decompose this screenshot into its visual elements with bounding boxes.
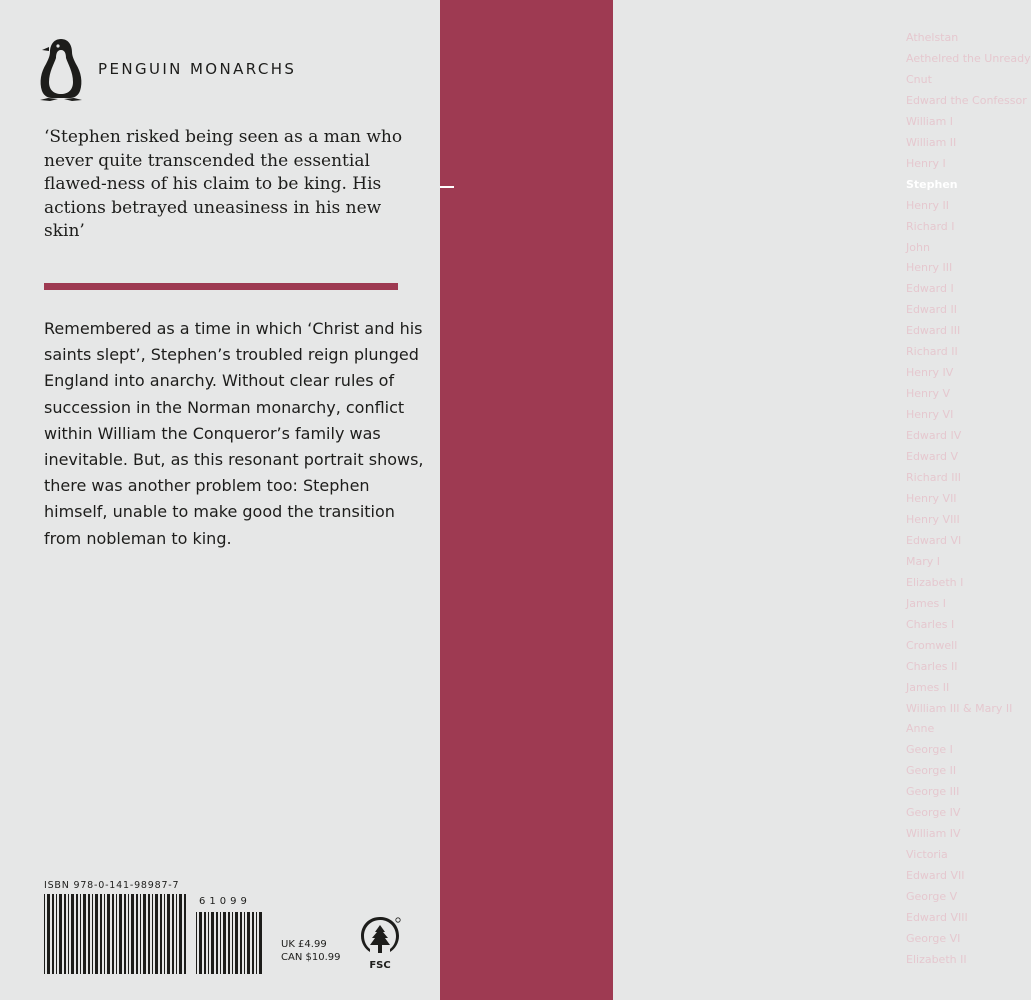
barcode-bar	[208, 912, 209, 974]
monarch-item: George II	[906, 764, 957, 778]
barcode-bar	[44, 894, 45, 974]
barcode-bar	[184, 894, 186, 974]
monarch-item: Henry VIII	[906, 512, 960, 526]
monarch-item: Mary I	[906, 554, 941, 568]
barcode-bar	[119, 894, 122, 974]
monarch-item: Charles II	[906, 659, 958, 673]
barcode-bar	[112, 894, 114, 974]
barcode-bar	[80, 894, 81, 974]
monarch-item: Elizabeth I	[906, 575, 964, 589]
barcode-bar	[196, 912, 197, 974]
monarch-item: Henry I	[906, 156, 946, 170]
barcode-bar	[136, 894, 138, 974]
monarch-item: Henry II	[906, 198, 950, 212]
monarch-item: Edward II	[906, 303, 957, 317]
monarch-item: John	[906, 240, 930, 254]
addon-barcode	[196, 912, 266, 974]
barcode-bar	[47, 894, 50, 974]
barcode-bar	[164, 894, 165, 974]
monarch-item: Cromwell	[906, 638, 958, 652]
barcode-bar	[244, 912, 245, 974]
fsc-label: FSC	[369, 960, 391, 971]
barcode-bar	[204, 912, 206, 974]
monarch-item: Charles I	[906, 617, 955, 631]
barcode-bar	[95, 894, 98, 974]
barcode-bar	[240, 912, 242, 974]
barcode-bar	[88, 894, 90, 974]
barcode-bar	[228, 912, 230, 974]
monarch-item: William III & Mary II	[906, 701, 1013, 715]
barcode-bar	[252, 912, 254, 974]
monarch-item: Richard II	[906, 345, 958, 359]
barcode-bar	[131, 894, 134, 974]
monarch-item: George IV	[906, 806, 961, 820]
monarch-item: Edward VII	[906, 869, 965, 883]
barcode-bar	[152, 894, 153, 974]
monarch-item: Elizabeth II	[906, 952, 967, 966]
barcode-bar	[172, 894, 174, 974]
monarch-item: Anne	[906, 722, 935, 736]
barcode-bar	[52, 894, 54, 974]
barcode-bar	[107, 894, 110, 974]
monarch-item: Athelstan	[906, 31, 959, 44]
monarch-item: George VI	[906, 931, 961, 945]
barcode-bar	[71, 894, 74, 974]
monarch-item: Edward IV	[906, 429, 962, 443]
barcode-bar	[143, 894, 146, 974]
barcode-bar	[140, 894, 141, 974]
barcode-bar	[167, 894, 170, 974]
monarch-item: Henry V	[906, 387, 951, 401]
monarch-item: Richard III	[906, 471, 961, 485]
barcode-bar	[179, 894, 182, 974]
monarch-item: Victoria	[906, 848, 948, 862]
monarch-item: James I	[906, 596, 946, 610]
barcode-bar	[148, 894, 150, 974]
monarch-item: Edward I	[906, 282, 954, 296]
monarch-item: William IV	[906, 827, 961, 841]
monarch-item: Edward III	[906, 324, 961, 338]
monarch-item: Edward the Confessor	[906, 93, 1027, 107]
monarch-item: George III	[906, 785, 960, 799]
barcode-bar	[104, 894, 105, 974]
barcode-bar	[128, 894, 129, 974]
barcode-bar	[100, 894, 102, 974]
monarch-item: Cnut	[906, 72, 932, 86]
monarch-item: Edward VIII	[906, 911, 968, 925]
monarch-item: George I	[906, 743, 953, 757]
barcode-bar	[176, 894, 177, 974]
pull-quote: ‘Stephen risked being seen as a man who never quite transcended the essential flawed-ness of his claim to be king. His actions betrayed uneasiness in his new skin’	[44, 127, 403, 242]
monarch-item: Edward VI	[906, 533, 962, 547]
barcode-bar	[259, 912, 262, 974]
fsc-logo-icon	[356, 915, 404, 973]
monarch-item: William II	[906, 135, 957, 149]
barcode-bar	[83, 894, 86, 974]
monarch-item: Henry IV	[906, 366, 954, 380]
monarch-item: Aethelred the Unready	[906, 51, 1031, 65]
barcode-bar	[247, 912, 250, 974]
monarch-item: James II	[906, 680, 950, 694]
barcode-bar	[56, 894, 57, 974]
monarch-item: Henry VII	[906, 491, 957, 505]
monarchs-sidebar	[440, 0, 1031, 1000]
monarch-item: William I	[906, 114, 954, 128]
price-block	[281, 938, 340, 964]
barcode-bar	[124, 894, 126, 974]
barcode-bar	[68, 894, 69, 974]
barcode-bar	[216, 912, 218, 974]
monarch-item: Edward V	[906, 450, 959, 464]
barcode-bar	[211, 912, 214, 974]
barcode-bar	[76, 894, 78, 974]
book-blurb: Remembered as a time in which ‘Christ and his saints slept’, Stephen’s troubled reign plunged England into anarchy. Without clear rules of succession in the Norman monarchy, conflict within William the Conqueror’s family was inevitable. But, as this resonant portrait shows, there was another problem too: Stephen himself, unable to make good the transition from nobleman to king.	[44, 319, 424, 548]
price-can: CAN $10.99	[281, 952, 341, 963]
penguin-logo-icon	[36, 36, 86, 102]
monarch-item: Henry VI	[906, 408, 954, 422]
barcode-bar	[64, 894, 66, 974]
barcode-bar	[235, 912, 238, 974]
isbn-text: ISBN 978-0-141-98987-7	[44, 880, 180, 891]
divider-rule	[44, 283, 398, 290]
barcode-bar	[160, 894, 162, 974]
current-monarch-marker	[440, 186, 454, 188]
monarch-item: Henry III	[906, 261, 953, 275]
barcode-bar	[223, 912, 226, 974]
barcode-bar	[232, 912, 233, 974]
series-title: PENGUIN MONARCHS	[98, 60, 297, 78]
main-barcode	[44, 894, 190, 974]
monarch-list	[906, 28, 1031, 971]
back-cover-left-panel	[0, 0, 440, 1000]
barcode-bar	[256, 912, 257, 974]
barcode-bar	[92, 894, 93, 974]
price-uk: UK £4.99	[281, 939, 327, 950]
barcode-bar	[220, 912, 221, 974]
barcode-bar	[59, 894, 62, 974]
barcode-bar	[116, 894, 117, 974]
monarch-item: Stephen	[906, 177, 958, 191]
monarch-item: George V	[906, 890, 958, 904]
barcode-bar	[199, 912, 202, 974]
addon-barcode-digits: 61099	[199, 896, 251, 907]
barcode-bar	[155, 894, 158, 974]
monarch-item: Richard I	[906, 219, 955, 233]
